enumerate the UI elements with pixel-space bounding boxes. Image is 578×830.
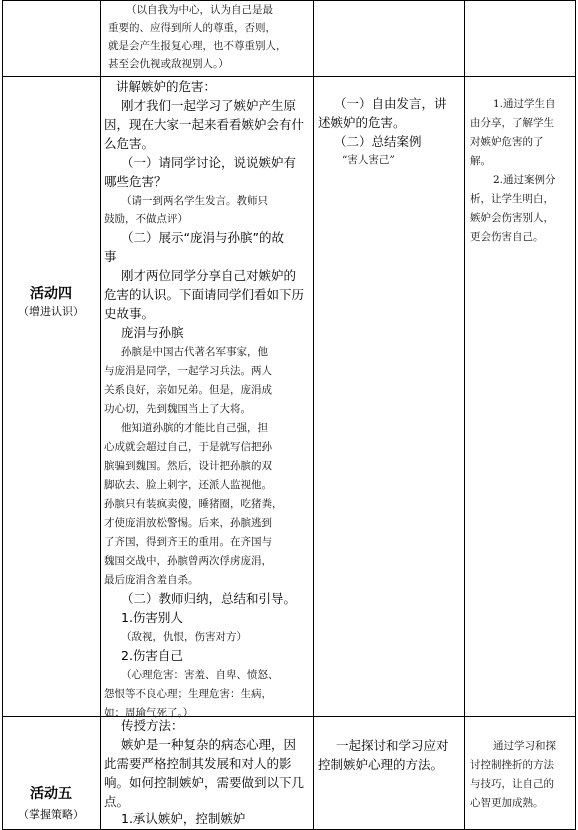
activity5-subtitle: （掌握策略） [18,808,84,821]
intent-line: 通过学习和探 [493,740,556,752]
note-line: 重要的、应得到所人的尊重，否则， [108,22,276,34]
story-line: 最后庞涓含羞自杀。 [104,574,199,586]
story-line: 膑骗到魏国。然后，设计把孙膑的双 [104,460,272,472]
row-divider [2,76,576,77]
story-line: 心成就会超过自己，于是就写信把孙 [104,441,272,453]
note-line: 甚至会仇视或敌视别人。） [108,58,229,70]
story-line: 与庞涓是同学，一起学习兵法。两人 [104,365,272,377]
row-divider [2,0,576,1]
text-line: 哪些危害？ [104,174,167,189]
note-line: （请一到两名学生发言。教师只 [121,195,268,207]
intent-line: 心智更加成熟。 [470,797,544,809]
col-divider [313,0,314,830]
text-line: 一起探讨和学习应对 [336,738,449,753]
story-line: 功心切，先到魏国当上了大将。 [104,403,251,415]
intent-line: 讨控制挫折的方法 [470,759,554,771]
section-heading: 传授方法： [121,718,184,733]
text-line: （一）请同学讨论，说说嫉妒有 [121,155,297,170]
text-line: 事 [104,249,117,264]
text-line: 刚才两位同学分享自己对嫉妒的 [121,268,297,283]
intent-line: 2.通过案例分 [493,174,556,186]
text-line: 危害的认识。下面请同学们看如下历 [104,287,305,302]
story-line: 魏国交战中，孙膑曾两次俘虏庞涓， [104,555,272,567]
col-divider [464,0,465,830]
text-line: （一）自由发言，讲 [334,96,447,111]
story-line: 他知道孙膑的才能比自己强，担 [121,422,268,434]
text-line: 述嫉妒的危害。 [318,115,406,130]
note-line: 怨恨等不良心理；生理危害：生病， [104,688,272,700]
text-line: 1.承认嫉妒，控制嫉妒 [121,811,246,826]
story-line: 孙膑是中国古代著名军事家，他 [121,346,268,358]
text-line: 2.伤害自己 [121,648,183,663]
story-title: 庞涓与孙膑 [121,325,184,340]
note-line: （心理危害：害羞、自卑、愤怒、 [121,669,279,681]
section-heading: 讲解嫉妒的危害： [116,79,217,94]
text-line: 控制嫉妒心理的方法。 [318,757,444,772]
text-line: （二）展示“庞涓与孙膑”的故 [121,230,284,245]
intent-line: 嫉妒会伤害别人， [470,212,554,224]
text-line: 此需要严格控制其发展和对人的影 [104,756,292,771]
note-line: 鼓励，不做点评） [104,213,188,225]
note-line: （敌视，仇恨，伤害对方） [121,631,247,643]
text-line: 史故事。 [104,306,155,321]
story-line: 才使庞涓放松警惕。后来，孙膑逃到 [104,517,272,529]
intent-line: 对嫉妒危害的了 [470,136,544,148]
text-line: 么危害。 [104,136,155,151]
activity4-subtitle: （增进认识） [18,305,84,318]
intent-line: 由分享，了解学生 [470,117,554,129]
note-line: （以自我为中心，认为自己是最 [126,4,273,16]
text-line: 1.伤害别人 [121,610,183,625]
story-line: 脚砍去、脸上刺字，还派人监视他。 [104,479,272,491]
text-line: 响。如何控制嫉妒，需要做到以下几 [104,775,305,790]
case-label: “害人害己” [342,154,395,166]
activity5-title: 活动五 [30,786,72,802]
intent-line: 更会伤害自己。 [470,231,544,243]
intent-line: 析，让学生明白， [470,193,554,205]
text-line: （二）教师归纳，总结和引导。 [121,591,297,606]
lesson-plan-table [2,0,576,830]
intent-line: 1.通过学生自 [493,98,556,110]
story-line: 了齐国，得到齐王的重用。在齐国与 [104,536,272,548]
col-divider [100,0,101,830]
text-line: 嫉妒是一种复杂的病态心理，因 [121,737,297,752]
col-divider [2,0,3,830]
col-divider [575,0,576,830]
activity4-title: 活动四 [30,286,72,302]
note-line: 就是会产生报复心理，也不尊重别人， [108,40,287,52]
note-line: 如：周瑜气死了。） [104,707,194,719]
story-line: 关系良好，亲如兄弟。但是，庞涓成 [104,384,272,396]
story-line: 孙膑只有装疯卖傻，睡猪圈，吃猪粪， [104,498,283,510]
text-line: 点。 [104,794,130,809]
text-line: 因，现在大家一起来看看嫉妒会有什 [104,117,305,132]
text-line: （二）总结案例 [334,134,422,149]
intent-line: 解。 [470,155,491,167]
intent-line: 与技巧，让自己的 [470,778,554,790]
row-divider [2,716,576,717]
text-line: 刚才我们一起学习了嫉妒产生原 [121,98,297,113]
